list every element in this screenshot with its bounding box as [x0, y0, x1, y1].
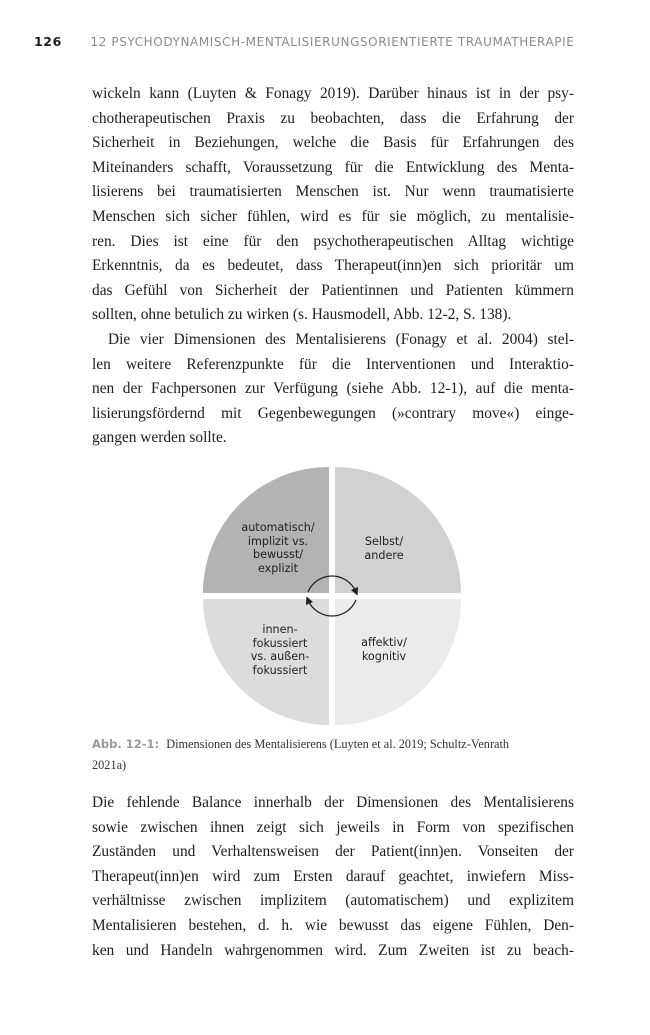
text-line: Zuständen und Verhaltensweisen der Patient(inn)en. Vonseiten der — [92, 843, 574, 861]
text-line: Therapeut(inn)en wird zum Ersten darauf geachtet, inwiefern Miss- — [92, 867, 574, 885]
quadrant-circle-diagram — [196, 460, 468, 732]
text-line: verhältnisse zwischen implizitem (automatischem) und explizitem — [92, 892, 574, 910]
text-line: len weitere Referenzpunkte für die Interventionen und Interaktio- — [92, 355, 574, 373]
paragraph-3 — [92, 791, 574, 963]
paragraph-2 — [92, 328, 574, 451]
running-header — [34, 34, 580, 49]
quadrant-label-affective-cognitive — [329, 636, 439, 663]
quadrant-label-automatic-explicit — [223, 521, 333, 575]
text-line: das Gefühl von Sicherheit der Patientinnen und Patienten kümmern — [92, 281, 574, 299]
text-line: Mentalisieren bestehen, d. h. wie bewusst das eigene Fühlen, Den- — [92, 916, 574, 934]
text-line: lisierens bei traumatisierten Menschen ist. Nur wenn traumatisierte — [92, 183, 574, 201]
label-line: fokussiert — [252, 636, 308, 650]
text-line: wickeln kann (Luyten & Fonagy 2019). Darüber hinaus ist in der psy- — [92, 85, 574, 102]
text-line: gangen werden sollte. — [92, 429, 227, 447]
text-line: ren. Dies ist eine für den psychotherapeutischen Alltag wichtige — [92, 232, 574, 250]
label-line: affektiv/ — [361, 636, 407, 649]
caption-label: Abb. 12-1: — [92, 737, 160, 751]
text-line: nen der Fachpersonen zur Verfügung (siehe Abb. 12-1), auf die menta- — [92, 380, 574, 398]
figure-caption — [92, 734, 574, 776]
label-line: automatisch/ — [241, 521, 315, 534]
label-line: andere — [364, 548, 404, 562]
label-line: explizit — [258, 561, 298, 575]
caption-text-continued: 2021a) — [92, 758, 127, 772]
label-line: innen- — [262, 623, 298, 636]
caption-text: Dimensionen des Mentalisierens (Luyten et al. 2019; Schultz-Venrath — [166, 737, 510, 751]
chapter-title: 12 PSYCHODYNAMISCH-MENTALISIERUNGSORIENTIERTE TRAUMATHERAPIE — [90, 35, 575, 49]
text-line: sollten, ohne betulich zu wirken (s. Hausmodell, Abb. 12-2, S. 138). — [92, 306, 512, 324]
quadrant-label-self-other — [329, 535, 439, 562]
label-line: kognitiv — [361, 649, 407, 663]
text-line: ken und Handeln wahrgenommen wird. Zum Zweiten ist zu beach- — [92, 941, 574, 959]
text-line: Menschen sich sicher fühlen, wird es für sie möglich, zu mentalisie- — [92, 207, 574, 225]
text-line: Miteinanders schafft, Voraussetzung für die Entwicklung des Menta- — [92, 158, 574, 176]
quadrant-top-right — [335, 467, 461, 593]
label-line: fokussiert — [252, 663, 308, 677]
label-line: Selbst/ — [364, 535, 404, 548]
text-line: Die vier Dimensionen des Mentalisierens (Fonagy et al. 2004) stel- — [108, 331, 574, 348]
text-line: chotherapeutischen Praxis zu beobachten, dass die Erfahrung der — [92, 109, 574, 127]
mentalizing-dimensions-figure — [196, 460, 468, 732]
text-line: lisierungsfördernd mit Gegenbewegungen (»contrary move«) einge- — [92, 404, 574, 422]
label-line: bewusst/ — [252, 548, 304, 561]
paragraph-1 — [92, 82, 574, 328]
text-line: Die fehlende Balance innerhalb der Dimensionen des Mentalisierens — [92, 794, 574, 811]
text-line: Sicherheit in Beziehungen, welche die Basis für Erfahrungen des — [92, 134, 574, 152]
quadrant-label-internal-external — [225, 623, 335, 677]
label-line: implizit vs. — [247, 534, 309, 548]
text-line: sowie zwischen ihnen zeigt sich jeweils in Form von spezifischen — [92, 818, 574, 836]
text-line: Erkenntnis, da es bedeutet, dass Therapeut(inn)en sich prioritär um — [92, 257, 574, 275]
label-line: vs. außen- — [250, 650, 310, 663]
page-number: 126 — [34, 34, 62, 49]
